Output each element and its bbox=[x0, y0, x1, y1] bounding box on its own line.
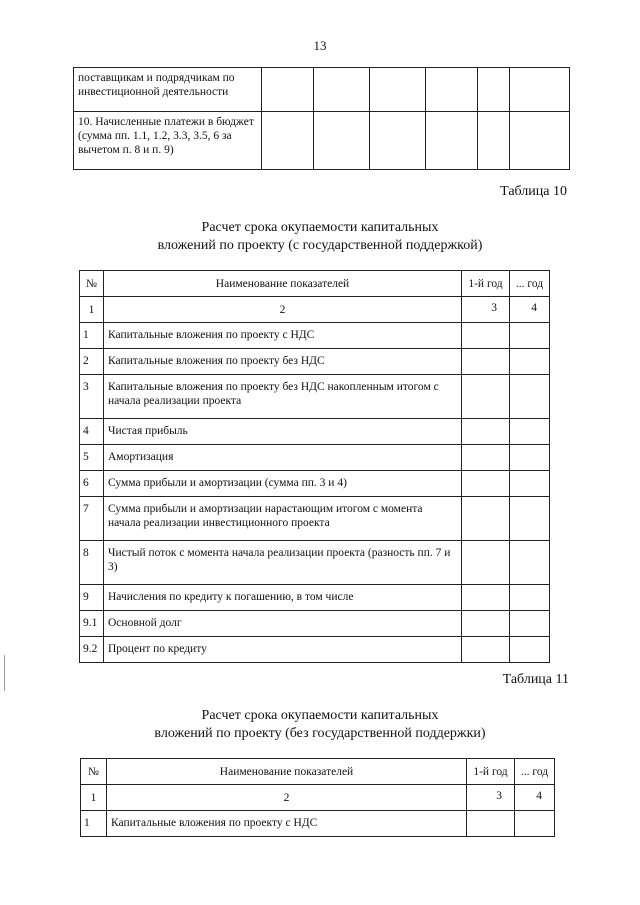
index-cell: 1 bbox=[80, 297, 104, 323]
table-header-row bbox=[81, 759, 555, 785]
scan-margin-mark bbox=[4, 655, 5, 691]
table-row bbox=[74, 68, 570, 112]
table-row bbox=[80, 419, 550, 445]
row-label: Сумма прибыли и амортизации нарастающим итогом с момента начала реализации инвестиционного проекта bbox=[104, 497, 462, 541]
row-label: Основной долг bbox=[104, 611, 462, 637]
index-row bbox=[81, 785, 555, 811]
row-label: Чистая прибыль bbox=[104, 419, 462, 445]
index-cell: 2 bbox=[107, 785, 467, 811]
row-label: Сумма прибыли и амортизации (сумма пп. 3 и 4) bbox=[104, 471, 462, 497]
row-label: Начисления по кредиту к погашению, в том числе bbox=[104, 585, 462, 611]
row-label: Капитальные вложения по проекту с НДС bbox=[107, 811, 467, 837]
table-row bbox=[80, 497, 550, 541]
table11 bbox=[80, 758, 555, 837]
row-num: 3 bbox=[80, 375, 104, 419]
row-num: 5 bbox=[80, 445, 104, 471]
continuation-table bbox=[73, 67, 570, 170]
table10-title-line2: вложений по проекту (с государственной поддержкой) bbox=[157, 238, 483, 253]
row-label: поставщикам и подрядчикам по инвестиционной деятельности bbox=[74, 68, 262, 112]
header-yearN: ... год bbox=[510, 271, 550, 297]
index-cell: 2 bbox=[104, 297, 462, 323]
page-number: 13 bbox=[313, 38, 327, 53]
table10-caption: Таблица 10 bbox=[500, 184, 567, 199]
row-label: 10. Начисленные платежи в бюджет (сумма пп. 1.1, 1.2, 3.3, 3.5, 6 за вычетом п. 8 и п. 9) bbox=[74, 112, 262, 170]
header-num: № bbox=[80, 271, 104, 297]
table10-title-line1: Расчет срока окупаемости капитальных bbox=[201, 220, 439, 235]
index-cell: 3 bbox=[462, 297, 510, 323]
row-label: Чистый поток с момента начала реализации проекта (разность пп. 7 и 3) bbox=[104, 541, 462, 585]
index-cell: 1 bbox=[81, 785, 107, 811]
header-year1: 1-й год bbox=[462, 271, 510, 297]
table-row bbox=[80, 471, 550, 497]
table-row bbox=[80, 541, 550, 585]
index-cell: 4 bbox=[510, 297, 550, 323]
table-header-row bbox=[80, 271, 550, 297]
table-row bbox=[80, 637, 550, 663]
table-row bbox=[80, 349, 550, 375]
header-yearN: ... год bbox=[515, 759, 555, 785]
row-label: Капитальные вложения по проекту без НДС bbox=[104, 349, 462, 375]
header-year1: 1-й год bbox=[467, 759, 515, 785]
table-row bbox=[74, 112, 570, 170]
table11-title-line2: вложений по проекту (без государственной поддержки) bbox=[154, 726, 486, 741]
row-num: 9.1 bbox=[80, 611, 104, 637]
header-name: Наименование показателей bbox=[104, 271, 462, 297]
table-row bbox=[81, 811, 555, 837]
row-label: Капитальные вложения по проекту с НДС bbox=[104, 323, 462, 349]
table-row bbox=[80, 585, 550, 611]
table11-title-line1: Расчет срока окупаемости капитальных bbox=[201, 708, 439, 723]
index-cell: 4 bbox=[515, 785, 555, 811]
row-label: Капитальные вложения по проекту без НДС накопленным итогом с начала реализации проекта bbox=[104, 375, 462, 419]
row-label: Процент по кредиту bbox=[104, 637, 462, 663]
header-num: № bbox=[81, 759, 107, 785]
row-num: 8 bbox=[80, 541, 104, 585]
row-num: 6 bbox=[80, 471, 104, 497]
table10 bbox=[79, 270, 550, 663]
table-row bbox=[80, 445, 550, 471]
row-num: 1 bbox=[81, 811, 107, 837]
row-num: 7 bbox=[80, 497, 104, 541]
index-row bbox=[80, 297, 550, 323]
table-row bbox=[80, 375, 550, 419]
row-label: Амортизация bbox=[104, 445, 462, 471]
table11-caption: Таблица 11 bbox=[502, 672, 569, 687]
table-row bbox=[80, 611, 550, 637]
row-num: 4 bbox=[80, 419, 104, 445]
table-row bbox=[80, 323, 550, 349]
row-num: 9 bbox=[80, 585, 104, 611]
row-num: 2 bbox=[80, 349, 104, 375]
header-name: Наименование показателей bbox=[107, 759, 467, 785]
row-num: 1 bbox=[80, 323, 104, 349]
index-cell: 3 bbox=[467, 785, 515, 811]
row-num: 9.2 bbox=[80, 637, 104, 663]
